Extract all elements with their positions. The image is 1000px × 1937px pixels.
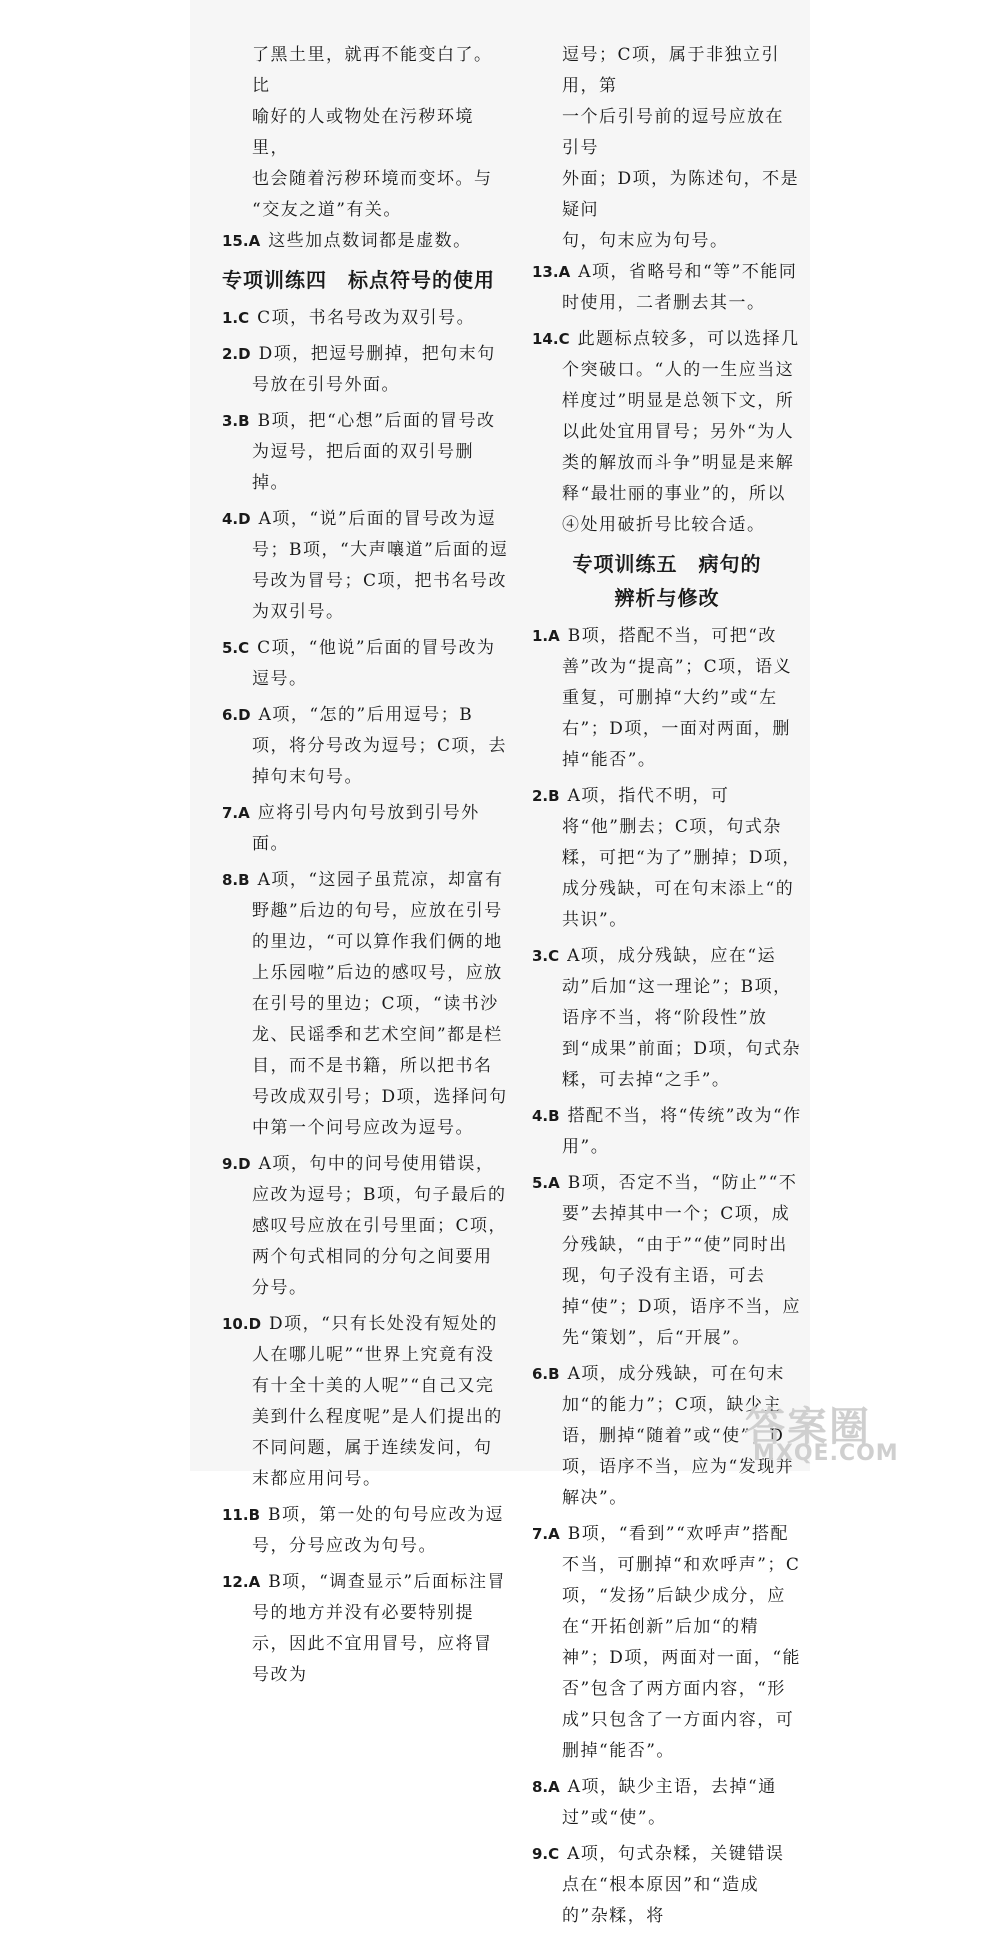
item-explanation: 此题标点较多，可以选择几个突破口。“人的一生应当这样度过”明显是总领下文，所以此处宜用冒号；另外“为人类的解放而斗争”明显是来解释“最壮丽的事业”的，所以④处用破折号比较合适。 (562, 329, 800, 535)
watermark-site-text: MXQE.COM (753, 1441, 899, 1466)
answer-list-section4 (222, 303, 510, 1691)
item-explanation: A项，“说”后面的冒号改为逗号；B项，“大声嚷道”后面的逗号改为冒号；C项，把书名号改为双引号。 (252, 509, 509, 622)
answer-item (532, 781, 802, 936)
answer-item (222, 1500, 510, 1562)
answer-item-15 (222, 226, 510, 257)
item-answer: A (248, 1573, 261, 1591)
item-explanation: D项，把逗号删掉，把句末句号放在引号外面。 (252, 344, 496, 395)
answer-item (532, 324, 802, 541)
item-answer: B (238, 412, 250, 430)
item-answer: B (548, 1365, 560, 1383)
section-title-5-line2: 辨析与修改 (614, 586, 720, 610)
item-explanation: 这些加点数词都是虚数。 (268, 231, 472, 251)
answer-item (532, 621, 802, 776)
item-number: 5. (222, 639, 239, 657)
item-explanation: B项，“看到”“欢呼声”搭配不当，可删掉“和欢呼声”；C项，“发扬”后缺少成分，应在“开拓创新”后加“的精神”；D项，两面对一面，“能否”包含了两方面内容，“形成”只包含了一方面内容，可删掉“能否”。 (562, 1524, 802, 1761)
answer-item (222, 406, 510, 499)
item-number: 11. (222, 1506, 249, 1524)
item-explanation: A项，省略号和“等”不能同时使用，二者删去其一。 (562, 262, 798, 313)
fragment-line: 喻好的人或物处在污秽环境里， (252, 107, 474, 158)
answer-item (222, 633, 510, 695)
item-explanation: C项，“他说”后面的冒号改为逗号。 (252, 638, 496, 689)
fragment-line: 外面；D项，为陈述句，不是疑问 (562, 169, 800, 220)
item-answer: A (548, 1778, 560, 1796)
item-answer: D (248, 1315, 262, 1333)
item-number: 9. (222, 1155, 239, 1173)
item-number: 4. (532, 1107, 549, 1125)
left-column (222, 40, 510, 1696)
answer-list-section5 (532, 621, 802, 1932)
item-explanation: B项，搭配不当，可把“改善”改为“提高”；C项，语义重复，可删掉“大约”或“左右”；D项，一面对两面，删掉“能否”。 (562, 626, 793, 770)
item-explanation: D项，“只有长处没有短处的人在哪儿呢”“世界上究竟有没有十全十美的人呢”“自己又完美到什么程度呢”是人们提出的不同问题，属于连续发问，句末都应用问号。 (252, 1314, 503, 1489)
item-number: 10. (222, 1315, 249, 1333)
item-number: 7. (532, 1525, 549, 1543)
item-answer: C (548, 1845, 560, 1863)
answer-item (532, 1168, 802, 1354)
item-answer: C (548, 947, 560, 965)
item-explanation: A项，句式杂糅，关键错误点在“根本原因”和“造成的”杂糅，将 (562, 1844, 785, 1926)
item-answer: B (548, 787, 560, 805)
item-answer: B (248, 1506, 261, 1524)
answer-item (222, 798, 510, 860)
item-number: 14. (532, 330, 559, 348)
item-answer: B (238, 871, 250, 889)
item-number: 9. (532, 1845, 549, 1863)
answer-item (222, 865, 510, 1144)
continued-fragment (222, 40, 510, 226)
item-number: 6. (532, 1365, 549, 1383)
answer-item (222, 504, 510, 628)
section-title-5-line1: 专项训练五 病句的 (572, 552, 762, 576)
item-explanation: C项，书名号改为双引号。 (257, 308, 476, 328)
item-answer: D (238, 706, 251, 724)
fragment-line: 句，句末应为句号。 (562, 231, 729, 251)
item-number: 6. (222, 706, 239, 724)
watermark-main-text: 答案圈 (745, 1404, 871, 1450)
item-number: 8. (532, 1778, 549, 1796)
fragment-line: 一个后引号前的逗号应放在引号 (562, 107, 784, 158)
item-explanation: B项，把“心想”后面的冒号改为逗号，把后面的双引号删掉。 (252, 411, 496, 493)
item-number: 4. (222, 510, 239, 528)
item-answer: A (548, 627, 560, 645)
answer-item (532, 1772, 802, 1834)
item-explanation: B项，“调查显示”后面标注冒号的地方并没有必要特别提示，因此不宜用冒号，应将冒号改为 (252, 1572, 507, 1685)
answer-item (532, 257, 802, 319)
answer-item (222, 1567, 510, 1691)
item-answer: A (548, 1174, 560, 1192)
answer-item (532, 941, 802, 1096)
item-answer: A (548, 1525, 560, 1543)
fragment-line: 逗号；C项，属于非独立引用，第 (562, 45, 781, 96)
item-explanation: B项，第一处的句号应改为逗号，分号应改为句号。 (252, 1505, 505, 1556)
item-answer: D (238, 510, 251, 528)
fragment-line: 了黑土里，就再不能变白了。比 (252, 45, 493, 96)
answer-list-section4-cont (532, 257, 802, 541)
item-answer: A (248, 232, 261, 250)
right-column (532, 40, 802, 1937)
item-answer: C (558, 330, 570, 348)
answer-item (222, 303, 510, 334)
continued-fragment (532, 40, 802, 257)
item-answer: A (238, 804, 250, 822)
item-answer: C (238, 639, 250, 657)
item-explanation: B项，否定不当，“防止”“不要”去掉其中一个；C项，成分残缺，“由于”“使”同时出现，句子没有主语，可去掉“使”；D项，语序不当，应先“策划”，后“开展”。 (562, 1173, 802, 1348)
section-title-4: 专项训练四 标点符号的使用 (222, 268, 495, 292)
item-explanation: 搭配不当，将“传统”改为“作用”。 (562, 1106, 802, 1157)
item-number: 1. (532, 627, 549, 645)
item-explanation: A项，缺少主语，去掉“通过”或“使”。 (562, 1777, 777, 1828)
item-number: 7. (222, 804, 239, 822)
item-number: 5. (532, 1174, 549, 1192)
item-number: 3. (532, 947, 549, 965)
answer-item (222, 1149, 510, 1304)
item-explanation: A项，成分残缺，应在“运动”后加“这一理论”；B项，语序不当，将“阶段性”放到“成果”前面；D项，句式杂糅，可去掉“之手”。 (562, 946, 802, 1090)
item-answer: B (548, 1107, 560, 1125)
item-number: 2. (222, 345, 239, 363)
item-number: 8. (222, 871, 239, 889)
item-answer: A (558, 263, 571, 281)
item-number: 13. (532, 263, 559, 281)
item-number: 2. (532, 787, 549, 805)
answer-item (532, 1101, 802, 1163)
item-explanation: A项，“怎的”后用逗号；B项，将分号改为逗号；C项，去掉句末句号。 (252, 705, 508, 787)
item-explanation: A项，指代不明，可将“他”删去；C项，句式杂糅，可把“为了”删掉；D项，成分残缺，可在句末添上“的共识”。 (562, 786, 802, 930)
item-answer: C (238, 309, 250, 327)
item-explanation: 应将引号内句号放到引号外面。 (252, 803, 480, 854)
watermark-logo (745, 1395, 995, 1471)
item-number: 3. (222, 412, 239, 430)
item-answer: D (238, 345, 251, 363)
answer-item (532, 1519, 802, 1767)
item-number: 12. (222, 1573, 249, 1591)
answer-item (222, 700, 510, 793)
answer-item (222, 1309, 510, 1495)
answer-item (222, 339, 510, 401)
fragment-line: “交友之道”有关。 (252, 200, 402, 220)
item-number: 1. (222, 309, 239, 327)
item-explanation: A项，句中的问号使用错误，应改为逗号；B项，句子最后的感叹号应放在引号里面；C项，两个句式相同的分句之间要用分号。 (252, 1154, 508, 1298)
item-explanation: A项，“这园子虽荒凉，却富有野趣”后边的句号，应放在引号的里边，“可以算作我们俩的地上乐园啦”后边的感叹号，应放在引号的里边；C项，“读书沙龙、民谣季和艺术空间”都是栏目，而不是书籍，所以把书名号改成双引号；D项，选择问句中第一个问号应改为逗号。 (252, 870, 508, 1138)
item-explanation: A项，成分残缺，可在句末加“的能力”；C项，缺少主语，删掉“随着”或“使”；D项，语序不当，应为“发现并解决”。 (562, 1364, 795, 1508)
answer-item (532, 1839, 802, 1932)
item-answer: D (238, 1155, 251, 1173)
item-number: 15. (222, 232, 249, 250)
fragment-line: 也会随着污秽环境而变坏。与 (252, 169, 493, 189)
